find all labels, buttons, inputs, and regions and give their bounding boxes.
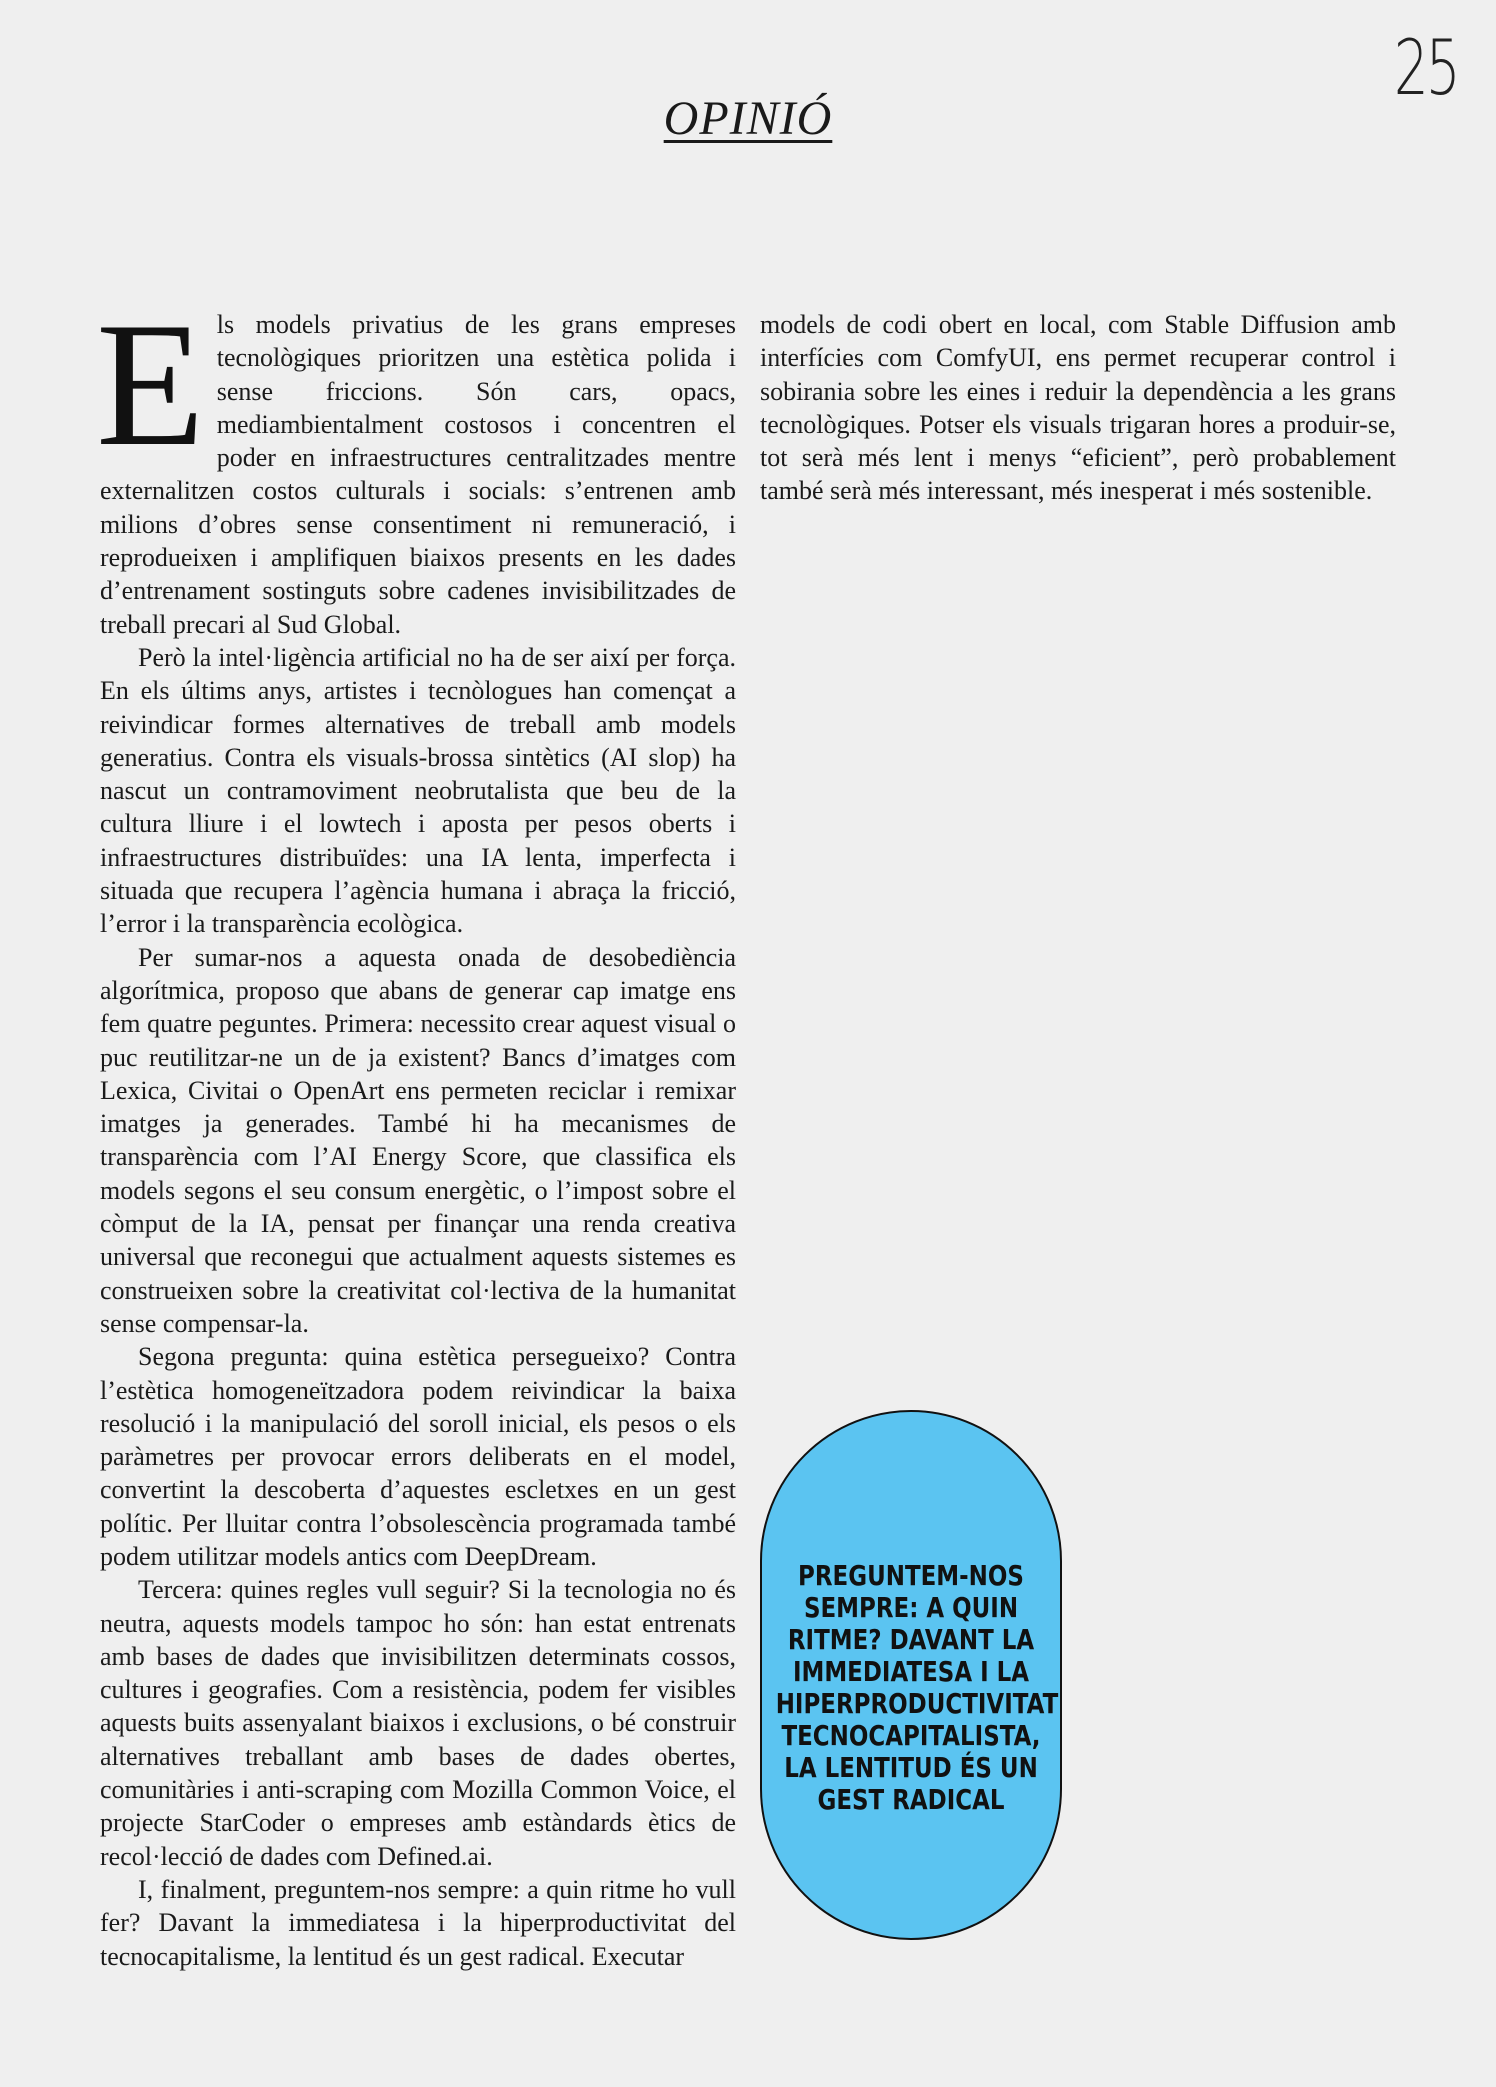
article-column-right	[760, 308, 1396, 508]
article-column-left	[96, 285, 736, 1973]
article-paragraph-5: Tercera: quines regles vull seguir? Si la tecnologia no és neutra, aquests models tampoc ho són: han estat entrenats amb bases de dades que invisibilitzen determinats cossos, cultures i geografies. Com a resistència, podem fer visibles aquests buits assenyalant biaixos i exclusions, o bé construir alternatives treballant amb bases de dades obertes, comunitàries i anti-scraping com Mozilla Common Voice, el projecte StarCoder o empreses amb estàndards ètics de recol·lecció de dades com Defined.ai.	[100, 1575, 736, 1871]
paragraph-1-text: ls models privatius de les grans empreses tecnològiques prioritzen una estètica polida i sense friccions. Són cars, opacs, mediambientalment costosos i concentren el poder en infraestructures centralitzades mentre externalitzen costos culturals i socials: s’entrenen amb milions d’obres sense consentiment ni remuneració, i reprodueixen i amplifiquen biaixos presents en les dades d’entrenament sostinguts sobre cadenes invisibilitzades de treball precari al Sud Global.	[100, 310, 736, 639]
page-number: 25	[1394, 23, 1458, 112]
article-paragraph-2: Però la intel·ligència artificial no ha de ser així per força. En els últims anys, artistes i tecnòlogues han començat a reivindicar formes alternatives de treball amb models generatius. Contra els visuals-brossa sintètics (AI slop) ha nascut un contramoviment neobrutalista que beu de la cultura lliure i el lowtech i aposta per pesos oberts i infraestructures distribuïdes: una IA lenta, imperfecta i situada que recupera l’agència humana i abraça la fricció, l’error i la transparència ecològica.	[100, 642, 736, 939]
section-title	[0, 92, 1496, 145]
pullquote-text: PREGUNTEM-NOS SEMPRE: A QUIN RITME? DAVANT LA IMMEDIATESA I LA HIPERPRODUCTIVITAT TECNOCAPITALISTA, LA LENTITUD ÉS UN GEST RADICAL	[775, 1559, 1059, 1816]
section-title-text: OPINIÓ	[663, 92, 833, 145]
article-paragraph-7: models de codi obert en local, com Stable Diffusion amb interfícies com ComfyUI, ens permet recuperar control i sobirania sobre les eines i reduir la dependència a les grans tecnològiques. Potser els visuals trigaran hores a produir-se, tot serà més lent i menys “eficient”, però probablement també serà més interessant, més inesperat i més sostenible.	[760, 310, 1396, 506]
article-paragraph-4: Segona pregunta: quina estètica persegueixo? Contra l’estètica homogeneïtzadora podem reivindicar la baixa resolució i la manipulació del soroll inicial, els pesos o els paràmetres per provocar errors deliberats en el model, convertint la descoberta d’aquestes escletxes en un gest polític. Per lluitar contra l’obsolescència programada també podem utilitzar models antics com DeepDream.	[100, 1342, 736, 1571]
article-paragraph-3: Per sumar-nos a aquesta onada de desobediència algorítmica, proposo que abans de generar cap imatge ens fem quatre peguntes. Primera: necessito crear aquest visual o puc reutilitzar-ne un de ja existent? Bancs d’imatges com Lexica, Civitai o OpenArt ens permeten reciclar i remixar imatges ja generades. També hi ha mecanismes de transparència com l’AI Energy Score, que classifica els models segons el seu consum energètic, o l’impost sobre el còmput de la IA, pensat per finançar una renda creativa universal que reconegui que actualment aquests sistemes es construeixen sobre la creativitat col·lectiva de la humanitat sense compensar-la.	[100, 942, 736, 1338]
pullquote-pill	[760, 1410, 1062, 1940]
drop-cap: E	[96, 285, 205, 483]
article-paragraph-6: I, finalment, preguntem-nos sempre: a quin ritme ho vull fer? Davant la immediatesa i la hiperproductivitat del tecnocapitalisme, la lentitud és un gest radical. Executar	[100, 1874, 736, 1971]
article-paragraph-1	[96, 285, 736, 641]
